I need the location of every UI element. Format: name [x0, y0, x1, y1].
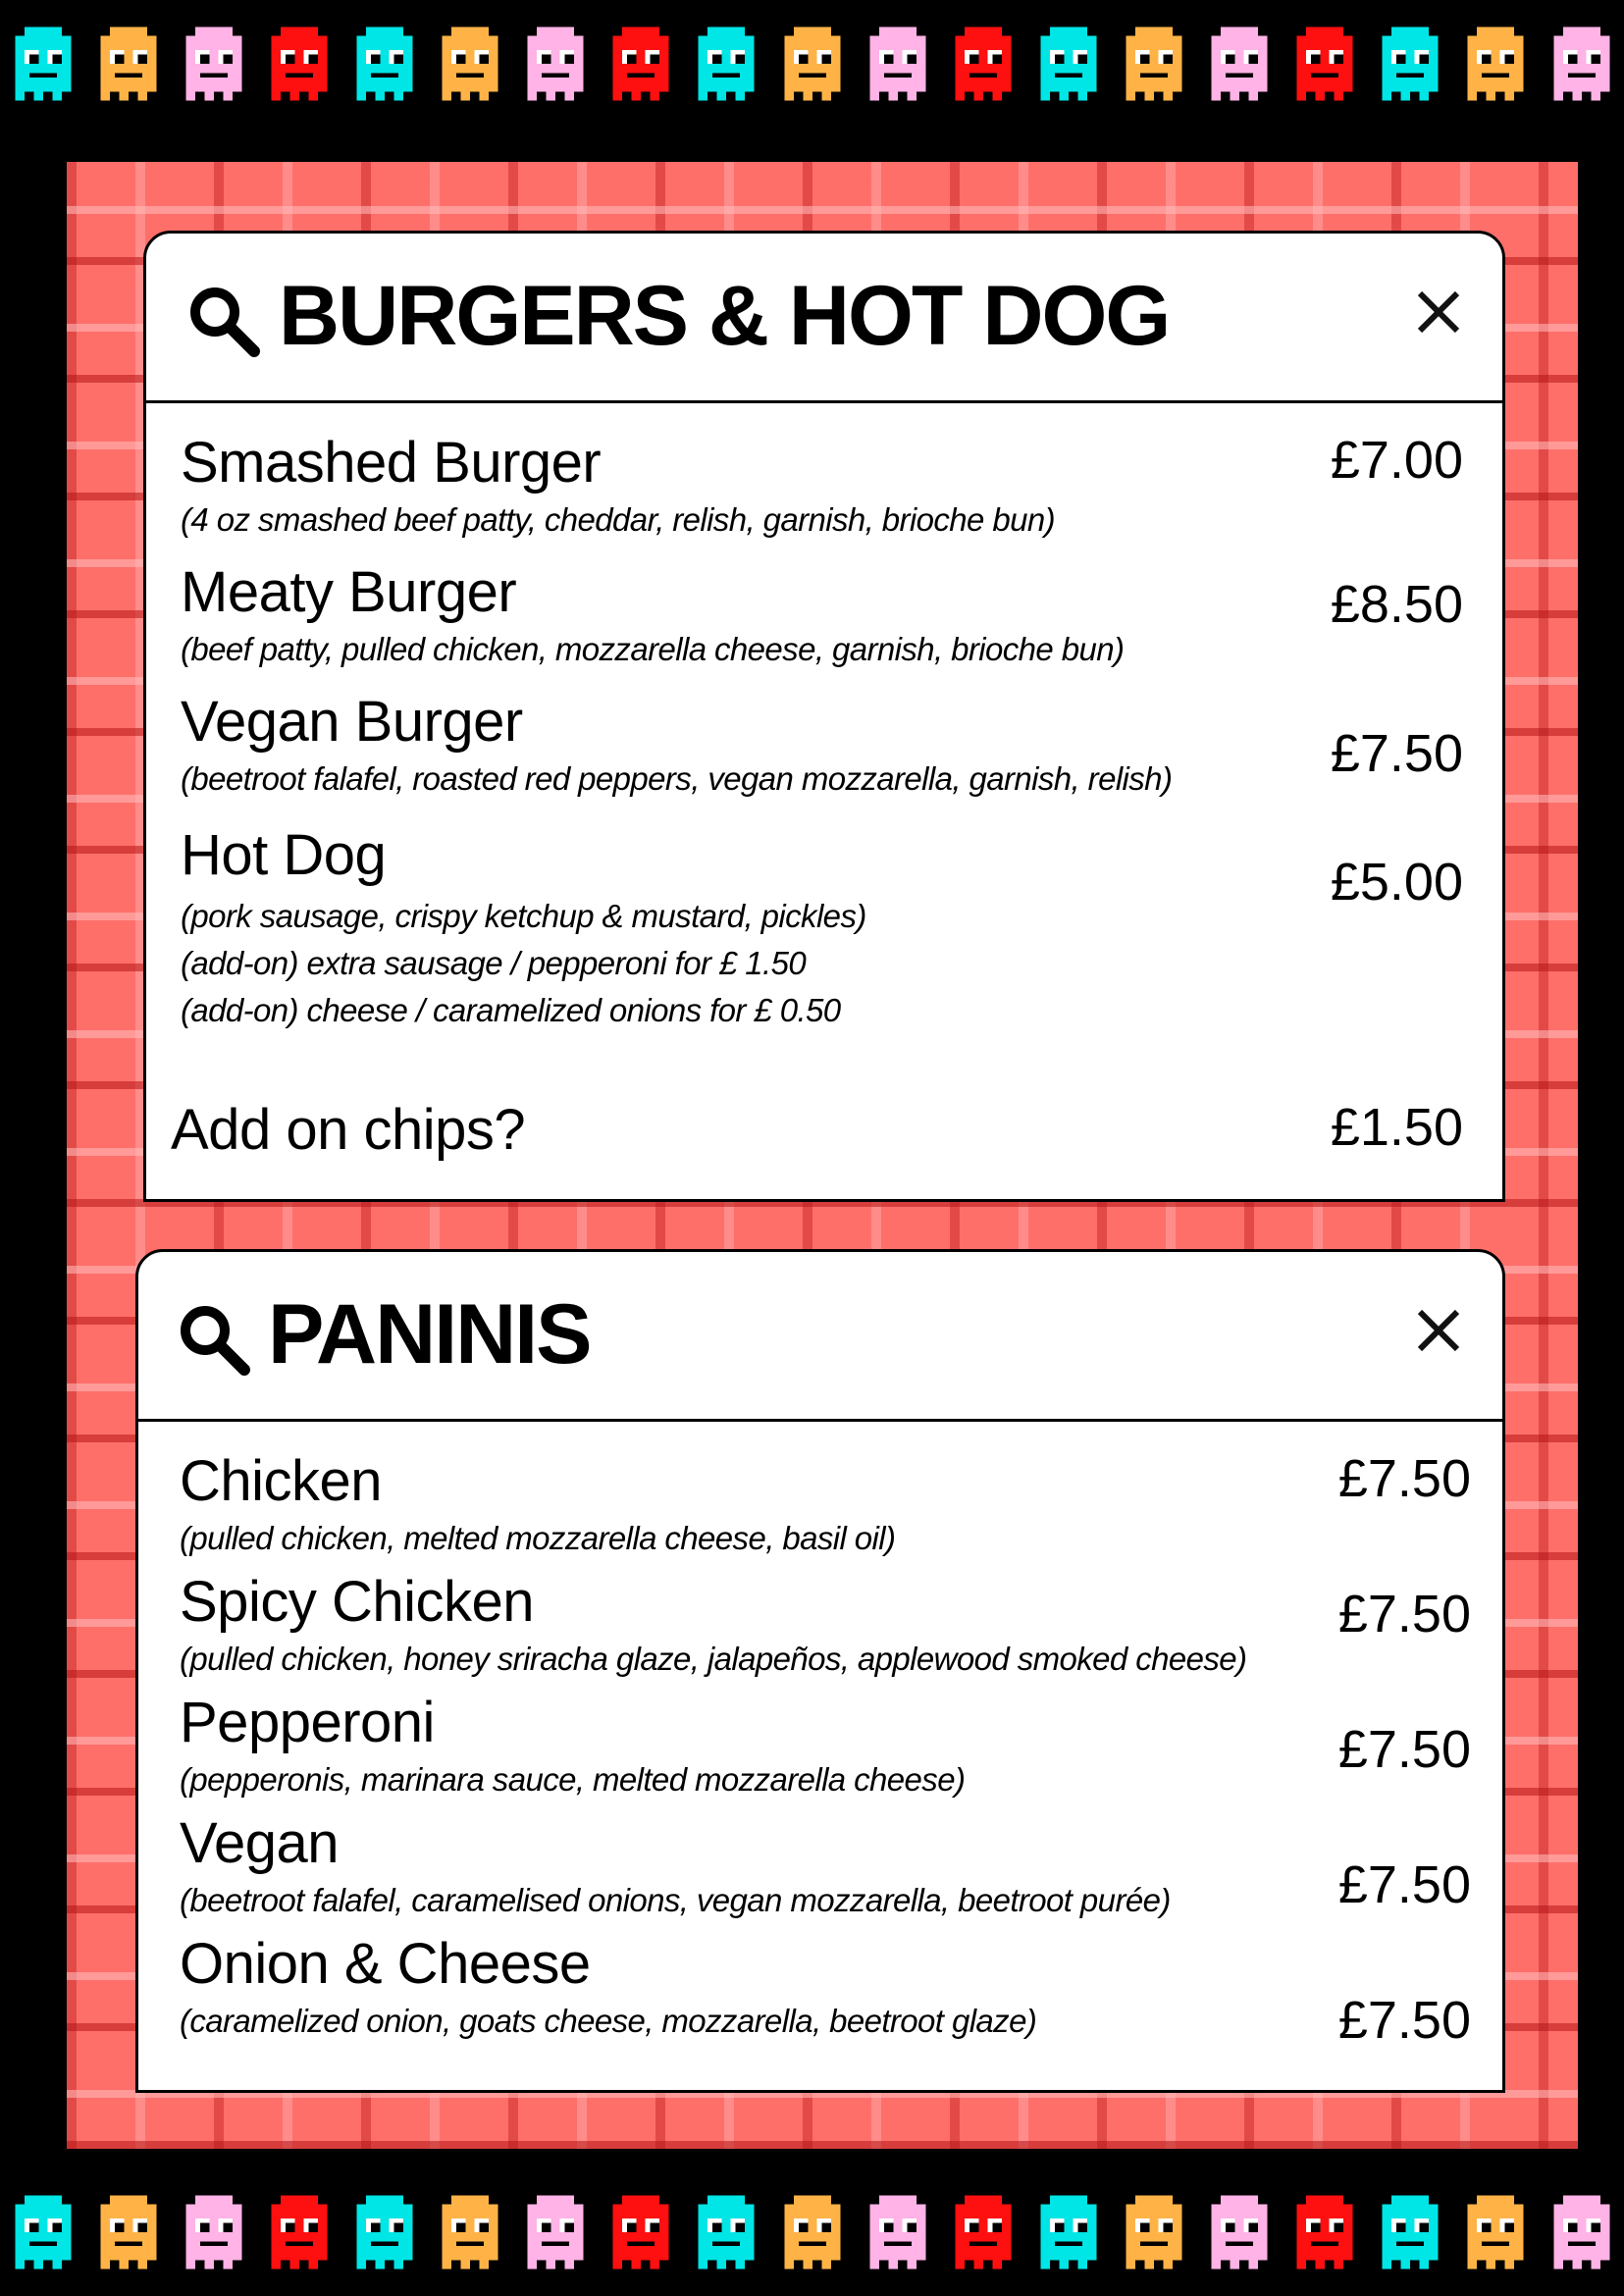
ghost-icon	[1025, 15, 1111, 113]
ghost-icon	[256, 2183, 341, 2281]
item-name: Vegan	[180, 1811, 340, 1875]
item-desc: (beetroot falafel, caramelised onions, vegan mozzarella, beetroot purée)	[180, 1882, 1171, 1918]
item-addon: (add-on) extra sausage / pepperoni for £ 1.50	[181, 945, 807, 981]
ghost-icon	[1111, 15, 1196, 113]
ghost-icon	[171, 2183, 256, 2281]
ghost-icon	[684, 2183, 769, 2281]
burgers-header	[146, 234, 1502, 403]
item-price: £7.50	[1337, 1991, 1471, 2050]
item-desc: (beef patty, pulled chicken, mozzarella cheese, garnish, brioche bun)	[181, 631, 1125, 667]
item-name: Chicken	[180, 1449, 383, 1513]
paninis-panel	[135, 1249, 1505, 2093]
ghost-icon	[1283, 15, 1368, 113]
menu-item	[171, 1097, 1463, 1163]
menu-item	[181, 822, 1463, 1029]
menu-item	[180, 1569, 1471, 1678]
ghost-icon	[513, 15, 599, 113]
item-price: £7.50	[1330, 724, 1463, 783]
item-name: Pepperoni	[180, 1691, 435, 1754]
ghost-icon	[855, 2183, 940, 2281]
item-price: £7.00	[1330, 431, 1463, 490]
menu-item	[181, 430, 1463, 539]
ghost-icon	[513, 2183, 599, 2281]
item-price: £7.50	[1337, 1720, 1471, 1779]
item-name: Vegan Burger	[181, 690, 523, 754]
paninis-header	[138, 1252, 1502, 1422]
item-desc: (4 oz smashed beef patty, cheddar, relish, garnish, brioche bun)	[181, 501, 1056, 538]
menu-item	[181, 559, 1463, 668]
item-price: £7.50	[1337, 1449, 1471, 1508]
item-desc: (pulled chicken, melted mozzarella cheese, basil oil)	[180, 1520, 896, 1556]
menu-background	[67, 162, 1578, 2149]
close-icon[interactable]	[1414, 287, 1463, 341]
menu-item	[180, 1690, 1471, 1799]
ghost-icon	[1111, 2183, 1196, 2281]
ghost-icon	[1197, 2183, 1283, 2281]
item-price: £7.50	[1337, 1855, 1471, 1914]
item-name: Smashed Burger	[181, 431, 602, 495]
ghost-icon	[1283, 2183, 1368, 2281]
item-desc: (beetroot falafel, roasted red peppers, vegan mozzarella, garnish, relish)	[181, 760, 1173, 797]
item-name: Hot Dog	[181, 823, 387, 887]
search-icon[interactable]	[185, 283, 264, 366]
item-name: Spicy Chicken	[180, 1570, 534, 1634]
ghost-icon	[1025, 2183, 1111, 2281]
ghost-icon	[85, 2183, 171, 2281]
ghost-border-bottom	[0, 2183, 1624, 2281]
burgers-panel	[143, 231, 1505, 1202]
ghost-icon	[769, 15, 855, 113]
item-price: £7.50	[1337, 1585, 1471, 1644]
section-title: PANINIS	[268, 1287, 591, 1382]
ghost-icon	[1197, 15, 1283, 113]
ghost-icon	[341, 15, 427, 113]
item-price: £1.50	[1330, 1098, 1463, 1157]
item-addon: (add-on) cheese / caramelized onions for £ 0.50	[181, 992, 841, 1028]
ghost-icon	[940, 15, 1025, 113]
ghost-icon	[341, 2183, 427, 2281]
ghost-icon	[0, 15, 85, 113]
ghost-border-top	[0, 15, 1624, 113]
ghost-icon	[428, 2183, 513, 2281]
menu-item	[181, 689, 1463, 798]
ghost-icon	[940, 2183, 1025, 2281]
item-desc: (pepperonis, marinara sauce, melted mozzarella cheese)	[180, 1761, 966, 1798]
ghost-icon	[599, 15, 684, 113]
ghost-icon	[599, 2183, 684, 2281]
menu-item	[180, 1931, 1471, 2050]
ghost-icon	[171, 15, 256, 113]
item-name: Meaty Burger	[181, 560, 517, 624]
item-price: £8.50	[1330, 575, 1463, 634]
item-price: £5.00	[1330, 853, 1463, 912]
ghost-icon	[1453, 15, 1539, 113]
menu-item	[180, 1448, 1471, 1557]
item-desc: (pulled chicken, honey sriracha glaze, jalapeños, applewood smoked cheese)	[180, 1641, 1247, 1677]
ghost-icon	[855, 15, 940, 113]
ghost-icon	[428, 15, 513, 113]
item-desc: (pork sausage, crispy ketchup & mustard, pickles)	[181, 898, 866, 934]
item-name: Onion & Cheese	[180, 1932, 591, 1996]
menu-item	[180, 1810, 1471, 1919]
close-icon[interactable]	[1414, 1306, 1463, 1360]
ghost-icon	[1539, 15, 1624, 113]
ghost-icon	[1539, 2183, 1624, 2281]
item-name: Add on chips?	[171, 1098, 526, 1162]
ghost-icon	[684, 15, 769, 113]
ghost-icon	[1368, 2183, 1453, 2281]
ghost-icon	[0, 2183, 85, 2281]
ghost-icon	[85, 15, 171, 113]
ghost-icon	[769, 2183, 855, 2281]
ghost-icon	[256, 15, 341, 113]
item-desc: (caramelized onion, goats cheese, mozzarella, beetroot glaze)	[180, 2003, 1037, 2039]
section-title: BURGERS & HOT DOG	[279, 269, 1170, 363]
ghost-icon	[1368, 15, 1453, 113]
search-icon[interactable]	[176, 1301, 254, 1384]
ghost-icon	[1453, 2183, 1539, 2281]
